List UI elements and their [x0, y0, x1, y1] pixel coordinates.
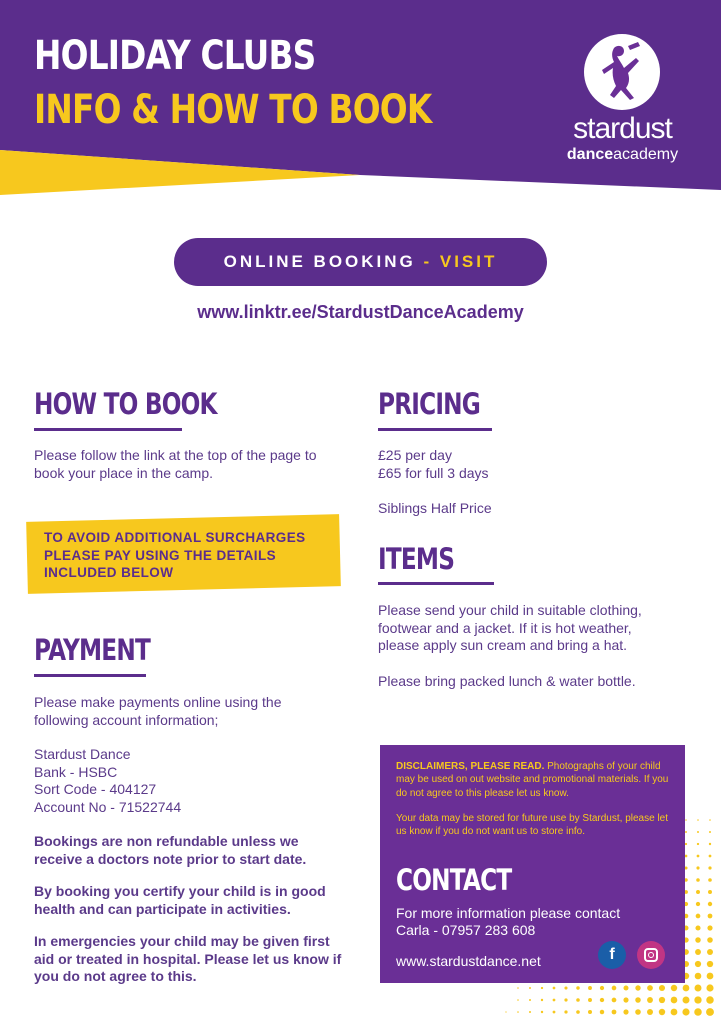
- disclaimer-text: DISCLAIMERS, PLEASE READ. Photographs of your child may be used on out website and promotional materials. If you do not agree to this please let us know.: [396, 761, 669, 799]
- online-booking-button[interactable]: [174, 238, 547, 286]
- contact-text: For more information please contact Carla - 07957 283 608: [396, 905, 621, 938]
- contact-heading: CONTACT: [396, 863, 512, 897]
- payment-account-details: Stardust Dance Bank - HSBC Sort Code - 404127 Account No - 71522744: [34, 746, 182, 815]
- booking-label: ONLINE BOOKING: [223, 252, 416, 271]
- items-text: Please send your child in suitable clothing, footwear and a jacket. If it is hot weather, please apply sun cream and bring a hat.: [378, 602, 642, 653]
- payment-health-note: By booking you certify your child is in good health and can participate in activities.: [34, 883, 326, 917]
- payment-heading: PAYMENT: [34, 633, 150, 667]
- how-to-book-divider: [34, 428, 182, 431]
- surcharge-notice-text: TO AVOID ADDITIONAL SURCHARGES PLEASE PAY USING THE DETAILS INCLUDED BELOW: [44, 530, 306, 580]
- payment-intro: Please make payments online using the following account information;: [34, 694, 282, 728]
- how-to-book-heading: HOW TO BOOK: [34, 387, 217, 421]
- how-to-book-text: Please follow the link at the top of the page to book your place in the camp.: [34, 447, 317, 481]
- instagram-icon[interactable]: [637, 941, 665, 969]
- items-extra: Please bring packed lunch & water bottle.: [378, 673, 636, 689]
- pricing-heading: PRICING: [378, 387, 481, 421]
- page-title-line2: INFO & HOW TO BOOK: [34, 87, 432, 133]
- booking-visit: VISIT: [439, 252, 498, 271]
- booking-dash: -: [415, 252, 440, 271]
- data-disclaimer-text: Your data may be stored for future use by Stardust, please let us know if you do not want us to store info.: [396, 813, 669, 838]
- pricing-divider: [378, 428, 492, 431]
- logo-name: stardust: [573, 112, 672, 145]
- page-title-line1: HOLIDAY CLUBS: [34, 33, 316, 79]
- booking-url-link[interactable]: www.linktr.ee/StardustDanceAcademy: [197, 302, 524, 322]
- pricing-text: £25 per day £65 for full 3 days: [378, 447, 489, 481]
- dancer-silhouette-icon: [584, 34, 660, 110]
- payment-emergency-note: In emergencies your child may be given first aid or treated in hospital. Please let us know if you do not agree to this.: [34, 933, 342, 984]
- logo-subtitle: danceacademy: [566, 146, 679, 163]
- items-divider: [378, 582, 494, 585]
- payment-refund-note: Bookings are non refundable unless we receive a doctors note prior to start date.: [34, 833, 307, 867]
- payment-divider: [34, 674, 146, 677]
- items-heading: ITEMS: [378, 542, 455, 576]
- pricing-siblings: Siblings Half Price: [378, 500, 492, 516]
- website-link[interactable]: www.stardustdance.net: [396, 953, 541, 969]
- facebook-icon[interactable]: f: [598, 941, 626, 969]
